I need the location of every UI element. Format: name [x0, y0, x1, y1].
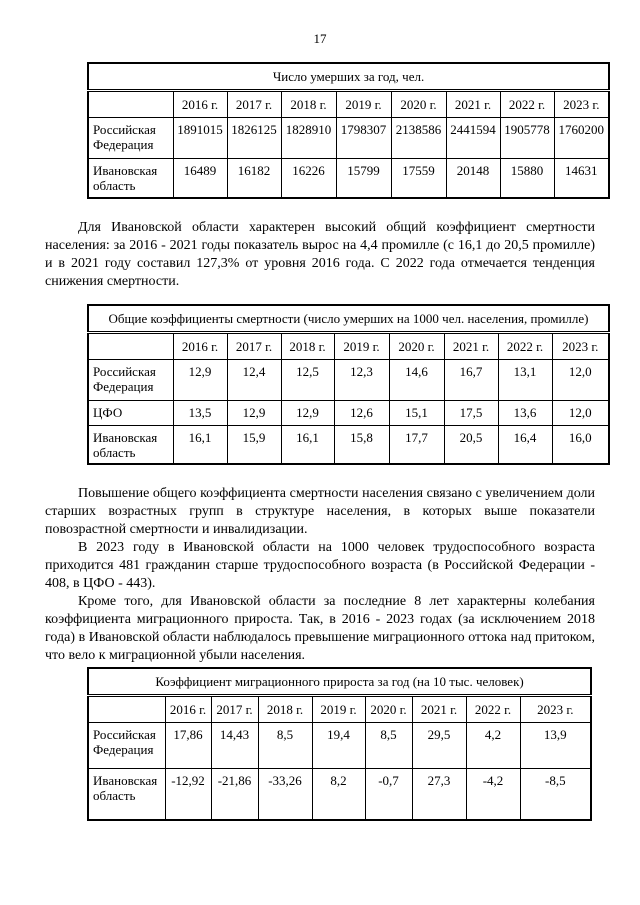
data-cell: 19,4 — [312, 722, 365, 768]
year-header-cell: 2017 г. — [211, 695, 258, 722]
data-cell: 13,6 — [498, 400, 552, 425]
data-cell: 14631 — [554, 159, 609, 198]
year-header-cell: 2019 г. — [336, 91, 391, 118]
year-header-cell: 2021 г. — [444, 332, 498, 359]
data-cell: 12,9 — [227, 400, 281, 425]
paragraph-migration: Кроме того, для Ивановской области за последние 8 лет характерны колебания коэффициента миграционного прироста. Так, в 2016 - 2023 годах (за исключением 2018 года) в Ивановской области наблюдалось превышение миграционного оттока над притоком, что вело к миграционной убыли населения. — [45, 593, 595, 663]
data-cell: 2441594 — [446, 118, 500, 159]
data-cell: 20148 — [446, 159, 500, 198]
data-cell: 16,4 — [498, 425, 552, 464]
data-cell: 27,3 — [412, 768, 466, 820]
data-cell: 12,4 — [227, 359, 281, 400]
data-cell: 12,9 — [173, 359, 227, 400]
data-cell: 1798307 — [336, 118, 391, 159]
data-cell: 15880 — [500, 159, 554, 198]
table-title: Общие коэффициенты смертности (число умерших на 1000 чел. населения, промилле) — [88, 305, 609, 333]
data-cell: 29,5 — [412, 722, 466, 768]
row-label: Российская Федерация — [88, 359, 173, 400]
table-title: Коэффициент миграционного прироста за год (на 10 тыс. человек) — [88, 668, 591, 696]
data-cell: 13,5 — [173, 400, 227, 425]
data-cell: 13,9 — [520, 722, 591, 768]
year-header-cell: 2023 г. — [520, 695, 591, 722]
year-header-cell: 2021 г. — [446, 91, 500, 118]
row-label: Российская Федерация — [88, 118, 173, 159]
year-header-cell: 2022 г. — [500, 91, 554, 118]
data-cell: -4,2 — [466, 768, 520, 820]
data-cell: 8,2 — [312, 768, 365, 820]
data-cell: 15,1 — [389, 400, 444, 425]
table-row — [88, 359, 609, 400]
table-row — [88, 159, 609, 198]
data-cell: 12,6 — [334, 400, 389, 425]
data-cell: 8,5 — [258, 722, 312, 768]
data-cell: 16,1 — [281, 425, 334, 464]
year-header-cell: 2016 г. — [173, 91, 227, 118]
data-cell: 4,2 — [466, 722, 520, 768]
year-header-cell: 2020 г. — [365, 695, 412, 722]
data-cell: 16,7 — [444, 359, 498, 400]
year-header-cell: 2020 г. — [389, 332, 444, 359]
year-header-cell: 2016 г. — [173, 332, 227, 359]
data-cell: 15799 — [336, 159, 391, 198]
data-cell: 13,1 — [498, 359, 552, 400]
year-header-cell: 2018 г. — [281, 91, 336, 118]
data-cell: 2138586 — [391, 118, 446, 159]
data-cell: 16226 — [281, 159, 336, 198]
data-cell: 20,5 — [444, 425, 498, 464]
year-header-cell: 2016 г. — [165, 695, 211, 722]
stub-cell — [88, 332, 173, 359]
migration-growth-table — [87, 667, 592, 822]
year-header-cell: 2023 г. — [552, 332, 609, 359]
year-header-cell: 2022 г. — [466, 695, 520, 722]
year-header-cell: 2018 г. — [281, 332, 334, 359]
row-label: ЦФО — [88, 400, 173, 425]
data-cell: 1891015 — [173, 118, 227, 159]
paragraph-aging-population: Повышение общего коэффициента смертности населения связано с увеличением доли старших возрастных групп в структуре населения, в которых выше показатели повозрастной смертности и инвалидизации. — [45, 485, 595, 537]
row-label: Ивановская область — [88, 425, 173, 464]
data-cell: 14,6 — [389, 359, 444, 400]
row-label: Ивановская область — [88, 768, 165, 820]
data-cell: 1826125 — [227, 118, 281, 159]
data-cell: 1760200 — [554, 118, 609, 159]
data-cell: 8,5 — [365, 722, 412, 768]
data-cell: 16,1 — [173, 425, 227, 464]
year-header-cell: 2022 г. — [498, 332, 552, 359]
year-header-cell: 2020 г. — [391, 91, 446, 118]
table-row — [88, 118, 609, 159]
data-cell: 17,5 — [444, 400, 498, 425]
table-row — [88, 722, 591, 768]
data-cell: -0,7 — [365, 768, 412, 820]
data-cell: 15,8 — [334, 425, 389, 464]
year-header-cell: 2019 г. — [334, 332, 389, 359]
paragraph-mortality-trend: Для Ивановской области характерен высокий общий коэффициент смертности населения: за 2016 - 2021 годы показатель вырос на 4,4 промилле (с 16,1 до 20,5 промилле) и в 2021 году составил 127,3% от уровня 2016 года. С 2022 года отмечается тенденция снижения смертности. — [45, 219, 595, 289]
table-title: Число умерших за год, чел. — [88, 63, 609, 91]
data-cell: 12,3 — [334, 359, 389, 400]
stub-cell — [88, 91, 173, 118]
data-cell: 16,0 — [552, 425, 609, 464]
data-cell: 14,43 — [211, 722, 258, 768]
deaths-per-year-table — [87, 62, 610, 199]
data-cell: 12,9 — [281, 400, 334, 425]
mortality-coefficients-table — [87, 304, 610, 465]
data-cell: 12,0 — [552, 359, 609, 400]
data-cell: -8,5 — [520, 768, 591, 820]
year-header-cell: 2017 г. — [227, 332, 281, 359]
row-label: Ивановская область — [88, 159, 173, 198]
data-cell: 12,0 — [552, 400, 609, 425]
data-cell: 1905778 — [500, 118, 554, 159]
data-cell: 16182 — [227, 159, 281, 198]
data-cell: -21,86 — [211, 768, 258, 820]
data-cell: 17,7 — [389, 425, 444, 464]
data-cell: 16489 — [173, 159, 227, 198]
year-header-cell: 2019 г. — [312, 695, 365, 722]
year-header-cell: 2018 г. — [258, 695, 312, 722]
year-header-cell: 2023 г. — [554, 91, 609, 118]
year-header-cell: 2017 г. — [227, 91, 281, 118]
data-cell: 1828910 — [281, 118, 336, 159]
year-header-cell: 2021 г. — [412, 695, 466, 722]
page-number: 17 — [313, 31, 327, 46]
data-cell: 17559 — [391, 159, 446, 198]
data-cell: -33,26 — [258, 768, 312, 820]
data-cell: 15,9 — [227, 425, 281, 464]
data-cell: -12,92 — [165, 768, 211, 820]
data-cell: 17,86 — [165, 722, 211, 768]
table-row — [88, 400, 609, 425]
stub-cell — [88, 695, 165, 722]
table-row — [88, 425, 609, 464]
paragraph-dependency-ratio: В 2023 году в Ивановской области на 1000 человек трудоспособного возраста приходится 481 гражданин старше трудоспособного возраста (в Российской Федерации - 408, в ЦФО - 443). — [45, 539, 595, 591]
row-label: Российская Федерация — [88, 722, 165, 768]
data-cell: 12,5 — [281, 359, 334, 400]
table-row — [88, 768, 591, 820]
